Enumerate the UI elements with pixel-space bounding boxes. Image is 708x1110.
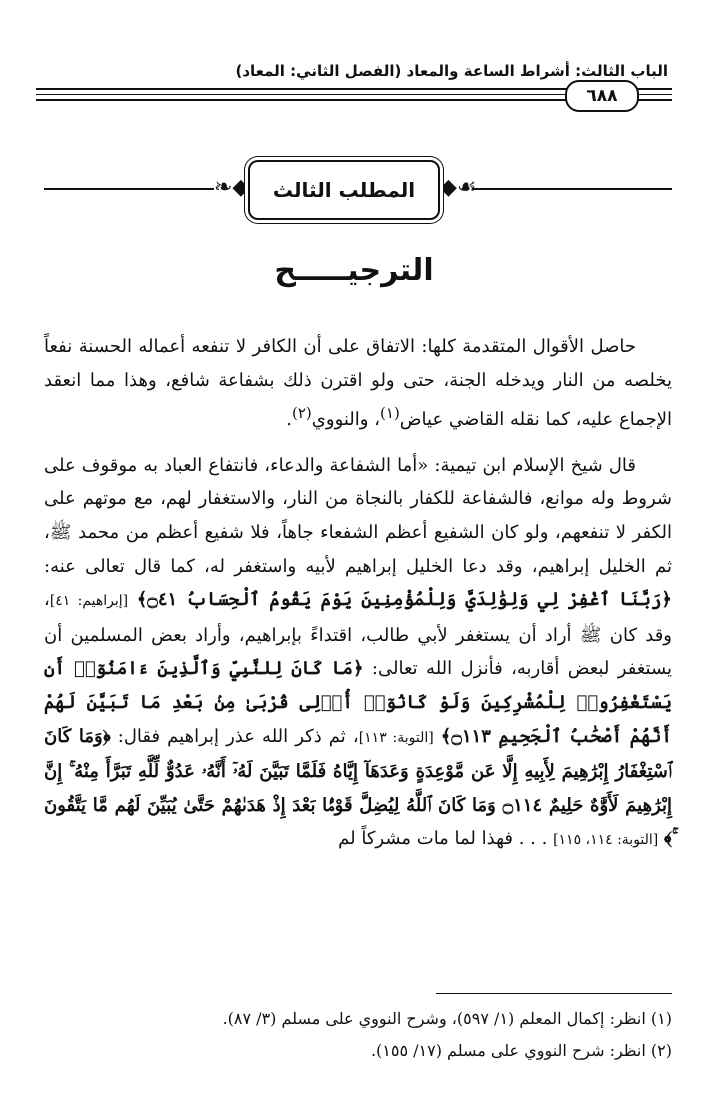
body-text xyxy=(44,330,672,870)
ornament-flourish-icon: ❧◆ xyxy=(214,175,250,200)
footnote-ref: (٢) xyxy=(292,404,312,423)
footnote: (٢) انظر: شرح النووي على مسلم (١٧/ ١٥٥). xyxy=(370,1041,672,1060)
paragraph: قال شيخ الإسلام ابن تيمية: «أما الشفاعة والدعاء، فانتفاع العباد به موقوف على شروط وله موانع، فالشفاعة للكفار بالنجاة من النار، والاستغفار لهم، مع موتهم على الكفر لا تنفعهم، ولو كان الشفيع أعظم الشفعاء جاهاً، فلا شفيع أعظم من محمد ﷺ، ثم الخليل إبراهيم، وقد دعا الخليل إبراهيم لأبيه واستغفر له، كما قال تعالى عنه: ﴿رَبَّنَا ٱغْفِرْ لِي وَلِوَٰلِدَيَّ وَلِلْمُؤْمِنِينَ يَوْمَ يَقُومُ ٱلْحِسَابُ ۝٤١﴾ [إبراهيم: ٤١]، وقد كان ﷺ أراد أن يستغفر لأبي طالب، اقتداءً بإبراهيم، وأراد بعض المسلمين أن يستغفر لبعض أقاربه، فأنزل الله تعالى: ﴿مَا كَانَ لِلنَّبِيِّ وَٱلَّذِينَ ءَامَنُوٓا۟ أَن يَسْتَغْفِرُوا۟ لِلْمُشْرِكِينَ وَلَوْ كَانُوٓا۟ أُو۟لِى قُرْبَىٰ مِنۢ بَعْدِ مَا تَبَيَّنَ لَهُمْ أَنَّهُمْ أَصْحَٰبُ ٱلْجَحِيمِ ۝١١٣﴾ [التوبة: ١١٣]، ثم ذكر الله عذر إبراهيم فقال: ﴿وَمَا كَانَ ٱسْتِغْفَارُ إِبْرَٰهِيمَ لِأَبِيهِ إِلَّا عَن مَّوْعِدَةٍ وَعَدَهَآ إِيَّاهُ فَلَمَّا تَبَيَّنَ لَهُۥٓ أَنَّهُۥ عَدُوٌّ لِّلَّهِ تَبَرَّأَ مِنْهُ ۚ إِنَّ إِبْرَٰهِيمَ لَأَوَّٰهٌ حَلِيمٌ ۝١١٤ وَمَا كَانَ ٱللَّهُ لِيُضِلَّ قَوْمًۢا بَعْدَ إِذْ هَدَىٰهُمْ حَتَّىٰ يُبَيِّنَ لَهُم مَّا يَتَّقُونَ ۚ﴾ [التوبة: ١١٤، ١١٥] . . . فهذا لما مات مشركاً لم xyxy=(44,454,673,850)
page-number-text: ٦٨٨ xyxy=(586,86,618,106)
ornament-line-right xyxy=(472,188,672,190)
section-title: الترجيـــــح xyxy=(274,253,434,288)
quran-verse: ﴿وَمَا كَانَ ٱسْتِغْفَارُ إِبْرَٰهِيمَ لِأَبِيهِ إِلَّا عَن مَّوْعِدَةٍ وَعَدَهَآ إِيَّاهُ فَلَمَّا تَبَيَّنَ لَهُۥٓ أَنَّهُۥ عَدُوٌّ لِّلَّهِ تَبَرَّأَ مِنْهُ ۚ إِنَّ إِبْرَٰهِيمَ لَأَوَّٰهٌ حَلِيمٌ ۝١١٤ وَمَا كَانَ ٱللَّهُ لِيُضِلَّ قَوْمًۢا بَعْدَ إِذْ هَدَىٰهُمْ حَتَّىٰ يُبَيِّنَ لَهُم مَّا يَتَّقُونَ ۚ﴾ xyxy=(44,725,673,850)
verse-reference: [التوبة: ١١٣] xyxy=(358,729,434,746)
footnote: (١) انظر: إكمال المعلم (١/ ٥٩٧)، وشرح النووي على مسلم (٣/ ٨٧). xyxy=(222,1009,672,1028)
verse-reference: [التوبة: ١١٤، ١١٥] xyxy=(553,832,659,849)
footnote-ref: (١) xyxy=(380,404,400,423)
page-number xyxy=(565,80,639,112)
verse-reference: [إبراهيم: ٤١] xyxy=(49,593,129,610)
paragraph: حاصل الأقوال المتقدمة كلها: الاتفاق على أن الكافر لا تنفعه أعماله الحسنة نفعاً يخلصه من النار ويدخله الجنة، حتى ولو اقترن ذلك بشفاعة شافع، وهذا مما انعقد الإجماع عليه، كما نقله القاضي عياض$^{(١)}$، والنووي$^{(٢)}$. xyxy=(44,336,672,431)
ornament-flourish-icon: ◆☙ xyxy=(440,175,477,200)
section-label-box xyxy=(248,160,440,220)
footnote-rule xyxy=(436,993,672,994)
ornament-line-left xyxy=(44,188,214,190)
running-title: الباب الثالث: أشراط الساعة والمعاد (الفصل الثاني: المعاد) xyxy=(235,62,668,80)
quran-verse: ﴿رَبَّنَا ٱغْفِرْ لِي وَلِوَٰلِدَيَّ وَلِلْمُؤْمِنِينَ يَوْمَ يَقُومُ ٱلْحِسَابُ ۝٤١﴾ xyxy=(136,589,672,611)
footnotes xyxy=(44,1003,672,1067)
quran-verse: ﴿مَا كَانَ لِلنَّبِيِّ وَٱلَّذِينَ ءَامَنُوٓا۟ أَن يَسْتَغْفِرُوا۟ لِلْمُشْرِكِينَ وَلَوْ كَانُوٓا۟ أُو۟لِى قُرْبَىٰ مِنۢ بَعْدِ مَا تَبَيَّنَ لَهُمْ أَنَّهُمْ أَصْحَٰبُ ٱلْجَحِيمِ ۝١١٣﴾ xyxy=(44,658,672,747)
section-label: المطلب الثالث xyxy=(272,178,416,202)
